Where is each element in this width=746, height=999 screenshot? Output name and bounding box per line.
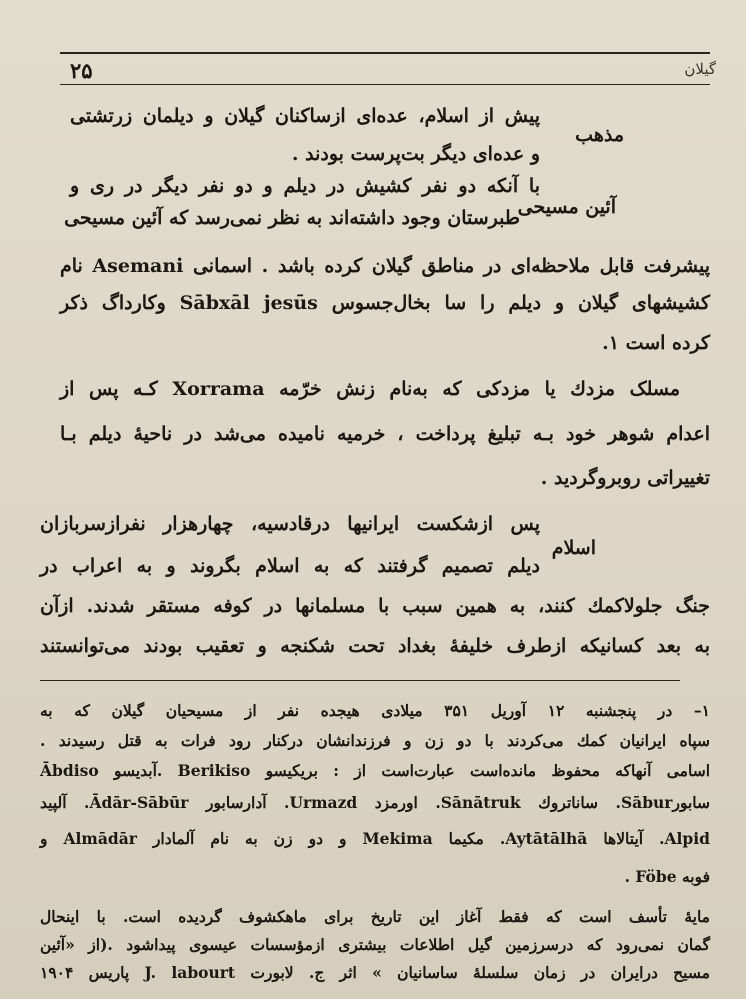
running-title: گیلان (684, 60, 716, 78)
side-heading-religion: مذهب (575, 124, 624, 146)
footnote-line-5: Alpid. آیتالاها Aytātālhā. مکیما Mekima و دو زن به نام آلمادار Almādār و (40, 829, 710, 848)
footnote-line-3: اسامی آنهاکه محفوظ مانده‌است عبارت‌است از : بریکیسو Berikiso .آبدیسو Ābdiso (40, 761, 710, 780)
side-heading-christianity: آئین مسیحی (517, 196, 616, 218)
side-heading-islam: اسلام (551, 537, 596, 559)
header-top-rule (60, 52, 710, 54)
body-line-2: و عده‌ای دیگر بت‌پرست بودند . (291, 143, 540, 165)
body-line-14: به بعد کسانیکه ازطرف خلیفهٔ بغداد تحت شکنجه و تعقیب بودند می‌توانستند (40, 635, 710, 657)
continuation-line-3: مسیح درایران در زمان سلسلهٔ ساسانیان » اثر ج. لابورت J. labourt پاریس ۱۹۰۴ (40, 963, 710, 982)
body-line-6: کشیشهای گیلان و دیلم را سا بخال‌جسوس Sābxāl jesūs وکارداگ ذکر (60, 292, 710, 314)
footnote-line-4: سابورSābur. ساناتروك Sānātruk. اورمزد Urmazd. آدارسابور Ādār-Sābūr. آلپید (40, 793, 710, 812)
continuation-line-2: گمان نمی‌رود که درسرزمین گیل اطلاعات بیشتری ازمؤسسات عیسوی پیداشود .(از «آئین (40, 935, 710, 954)
footnote-line-1: ۱– در پنجشنبه ۱۲ آوریل ۳۵۱ میلادی هیجده نفر از مسیحیان گیلان که به (40, 701, 710, 720)
footnote-rule (40, 680, 680, 681)
body-line-8: مسلک مزدك یا مزدکی که به‌نام زنش خرّمه Xorrama کـه پس از (60, 378, 681, 400)
body-line-9: اعدام شوهر خود بـه تبلیغ پرداخت ، خرمیه نامیده می‌شد در ناحیهٔ دیلم بـا (60, 423, 710, 445)
body-line-7: کرده است ۱. (602, 332, 710, 354)
body-line-11: پس ازشکست ایرانیها درقادسیه، چهارهزار نفرازسربازان (40, 513, 540, 535)
body-line-12: دیلم تصمیم گرفتند که به اسلام بگروند و به اعراب در (40, 555, 540, 577)
body-line-4: طبرستان وجود داشته‌اند به نظر نمی‌رسد که آئین مسیحی (64, 207, 520, 229)
body-line-10: تغییراتی روبروگردید . (540, 467, 710, 489)
footnote-line-2: سپاه ایرانیان کمك می‌کردند با دو زن و فرزندانشان درکنار رود فرات به قتل رسیدند . (40, 731, 710, 750)
page-number: ۲۵ (70, 58, 93, 83)
body-line-3: با آنکه دو نفر کشیش در دیلم و دو نفر دیگر در ری و (70, 175, 540, 197)
footnote-line-6: فوبه Föbe . (624, 867, 710, 886)
body-line-1: پیش از اسلام، عده‌ای ازساکنان گیلان و دیلمان زرتشتی (70, 105, 540, 127)
body-line-5: پیشرفت قابل ملاحظه‌ای در مناطق گیلان کرده باشد . اسمانی Asemani نام (60, 255, 710, 277)
continuation-line-1: مایهٔ تأسف است که فقط آغاز این تاریخ برای ماهکشوف گردیده است. با اینحال (40, 907, 710, 926)
body-line-13: جنگ جلولاکمك کنند، به همین سبب با مسلمانها در کوفه مستقر شدند. ازآن (40, 595, 710, 617)
header-bottom-rule (60, 84, 710, 85)
